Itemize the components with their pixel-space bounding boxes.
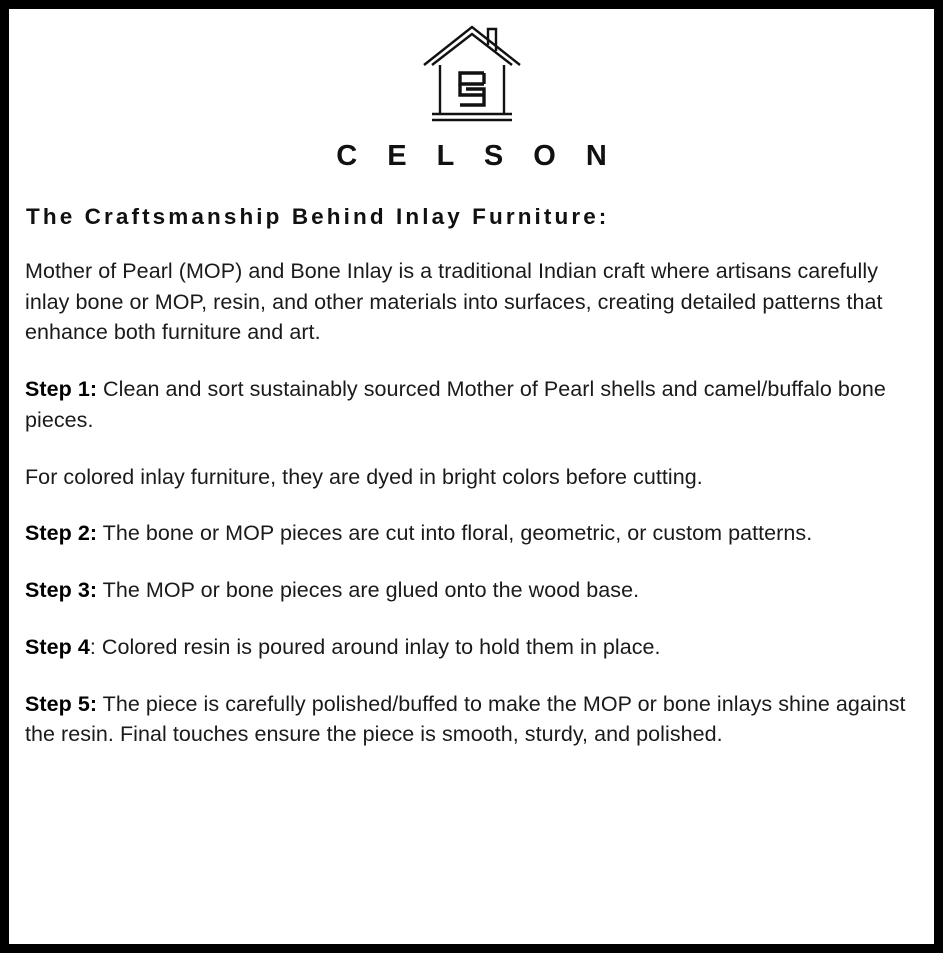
paragraph-intro [25, 256, 918, 348]
brand-name: C E L S O N [336, 140, 618, 172]
paragraph-lead: Step 5: [25, 691, 98, 716]
body-copy [25, 256, 918, 750]
paragraph-lead: Step 4 [25, 634, 90, 659]
paragraph-text: The piece is carefully polished/buffed to make the MOP or bone inlays shine against the resin. Final touches ensure the piece is smooth, sturdy, and polished. [25, 691, 906, 747]
page-title: The Craftsmanship Behind Inlay Furniture: [26, 204, 610, 229]
paragraph-colored-inlay [25, 462, 918, 493]
paragraph-step-2 [25, 518, 918, 549]
paragraph-step-5 [25, 689, 918, 750]
paragraph-text: For colored inlay furniture, they are dyed in bright colors before cutting. [25, 464, 703, 489]
paragraph-text: Clean and sort sustainably sourced Mother of Pearl shells and camel/buffalo bone pieces. [25, 377, 886, 432]
paragraph-lead: Step 3: [25, 578, 98, 603]
paragraph-text: Mother of Pearl (MOP) and Bone Inlay is a traditional Indian craft where artisans carefully inlay bone or MOP, resin, and other materials into surfaces, creating detailed patterns that enhance both furniture and art. [25, 259, 883, 345]
paragraph-text: : Colored resin is poured around inlay to hold them in place. [89, 634, 661, 659]
house-with-letter-c-icon [418, 21, 526, 126]
paragraph-lead: Step 1: [25, 377, 98, 402]
paragraph-step-1 [25, 374, 918, 435]
paragraph-step-4 [25, 632, 918, 663]
paragraph-lead: Step 2: [25, 521, 98, 546]
paragraph-text: The bone or MOP pieces are cut into floral, geometric, or custom patterns. [97, 521, 813, 546]
paragraph-text: The MOP or bone pieces are glued onto the wood base. [97, 578, 640, 603]
brand-block [25, 19, 918, 171]
paragraph-step-3 [25, 575, 918, 606]
